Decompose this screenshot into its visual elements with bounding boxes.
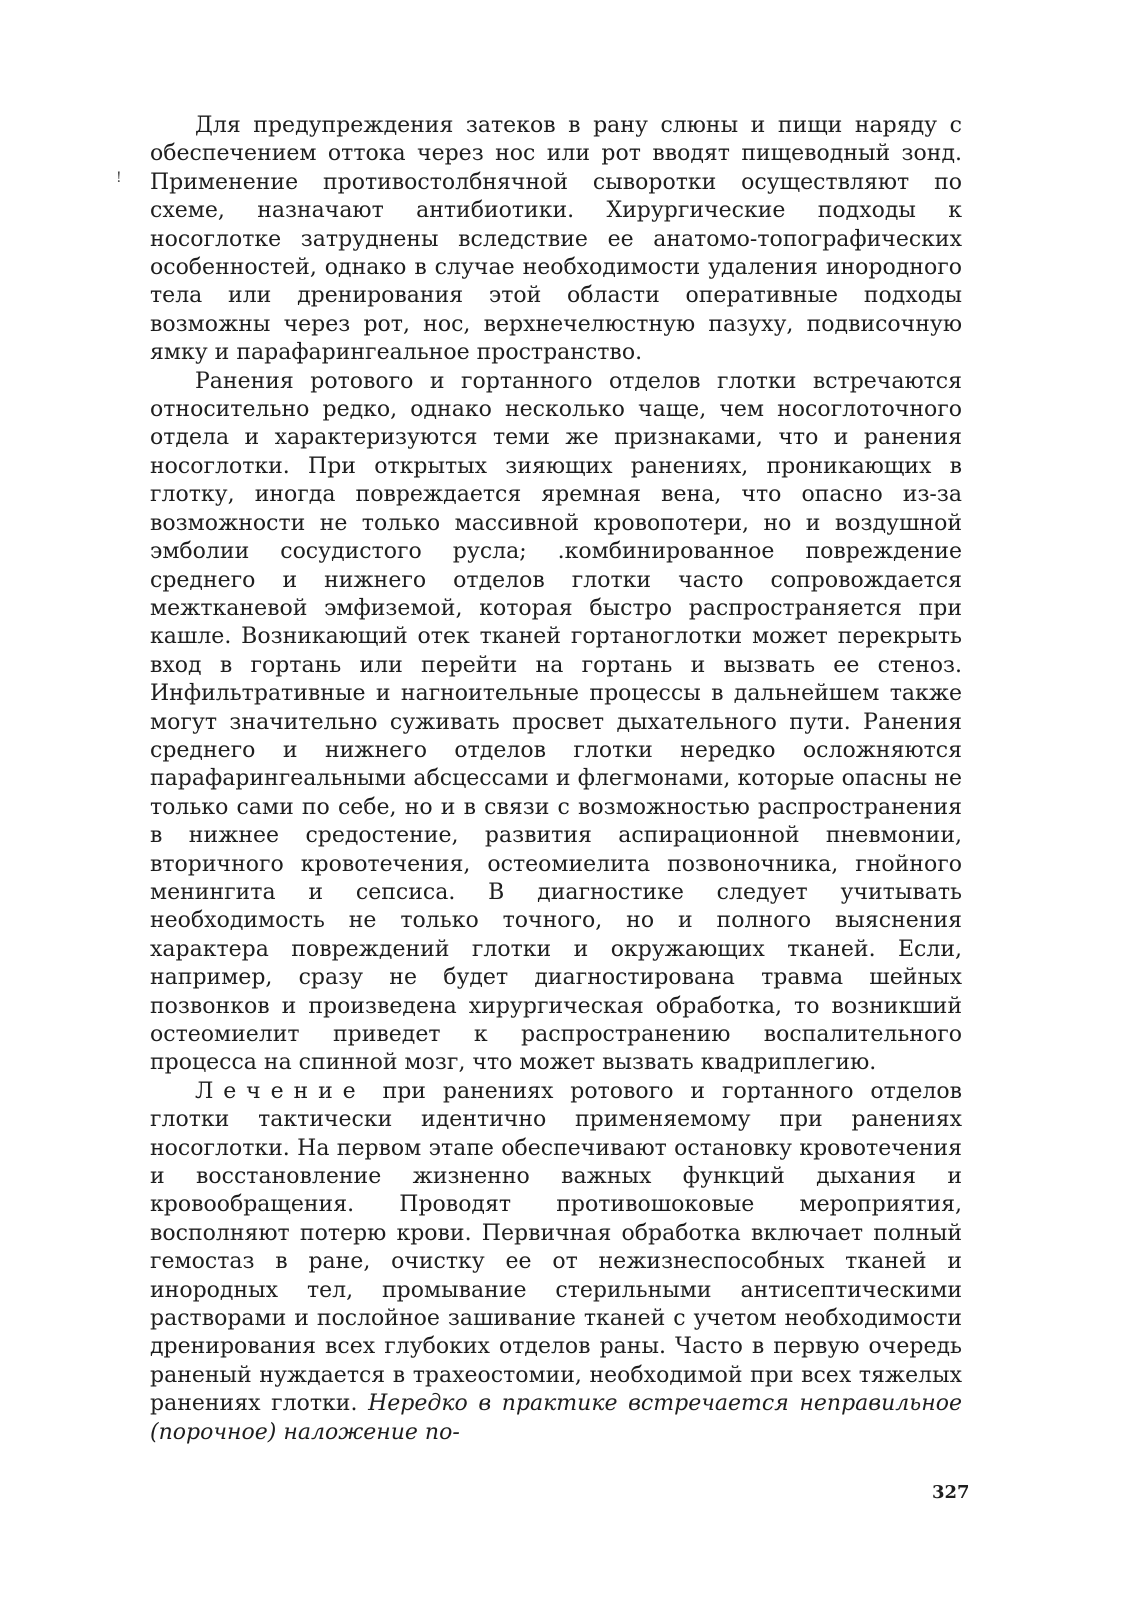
paragraph-treatment [150,1078,962,1447]
paragraph-pharynx-wounds: Ранения ротового и гортанного отделов глотки встречаются относительно редко, однако несколько чаще, чем носоглоточного отдела и характеризуются теми же признаками, что и ранения носоглотки. При открытых зияющих ранениях, проникающих в глотку, иногда повреждается яремная вена, что опасно из-за возможности не только массивной кровопотери, но и воздушной эмболии сосудистого русла; .комбинированное повреждение среднего и нижнего отделов глотки часто сопровождается межтканевой эмфиземой, которая быстро распространяется при кашле. Возникающий отек тканей гортаноглотки может перекрыть вход в гортань или перейти на гортань и вызвать ее стеноз. Инфильтративные и нагноительные процессы в дальнейшем также могут значительно суживать просвет дыхательного пути. Ранения среднего и нижнего отделов глотки нередко осложняются парафарингеальными абсцессами и флегмонами, которые опасны не только сами по себе, но и в связи с возможностью распространения в нижнее средостение, развития аспирационной пневмонии, вторичного кровотечения, остеомиелита позвоночника, гнойного менингита и сепсиса. В диагностике следует учитывать необходимость не только точного, но и полного выяснения характера повреждений глотки и окружающих тканей. Если, например, сразу не будет диагностирована травма шейных позвонков и произведена хирургическая обработка, то возникший остеомиелит приведет к распространению воспалительного процесса на спинной мозг, что может вызвать квадриплегию. [150,368,962,1076]
paragraph-feeding-tube: Для предупреждения затеков в рану слюны и пищи наряду с обеспечением оттока через нос или рот вводят пищеводный зонд. Применение противостолбнячной сыворотки осуществляют по схеме, назначают антибиотики. Хирургические подходы к носоглотке затруднены вследствие ее анатомо-топографических особенностей, однако в случае необходимости удаления инородного тела или дренирования этой области оперативные подходы возможны через рот, нос, верхнечелюстную пазуху, подвисочную ямку и парафарингеальное пространство. [150,113,962,366]
treatment-text: при ранениях ротового и гортанного отделов глотки тактически идентично применяемому при ранениях носоглотки. На первом этапе обеспечивают остановку кровотечения и восстановление жизненно важных функций дыхания и кровообращения. Проводят противошоковые мероприятия, восполняют потерю крови. Первичная обработка включает полный гемостаз в ране, очистку ее от нежизнеспособных тканей и инородных тел, промывание стерильными антисептическими растворами и послойное зашивание тканей с учетом необходимости дренирования всех глубоких отделов раны. Часто в первую очередь раненый нуждается в трахеостомии, необходимой при всех тяжелых ранениях глотки. [150,1078,962,1417]
treatment-heading: Лечение [195,1078,366,1104]
page-body [150,112,962,1447]
margin-mark: ! [116,170,122,186]
page-number: 327 [932,1482,970,1503]
treatment-italic-note: Нередко в практике встречается неправильное (порочное) наложение по- [150,1391,963,1445]
